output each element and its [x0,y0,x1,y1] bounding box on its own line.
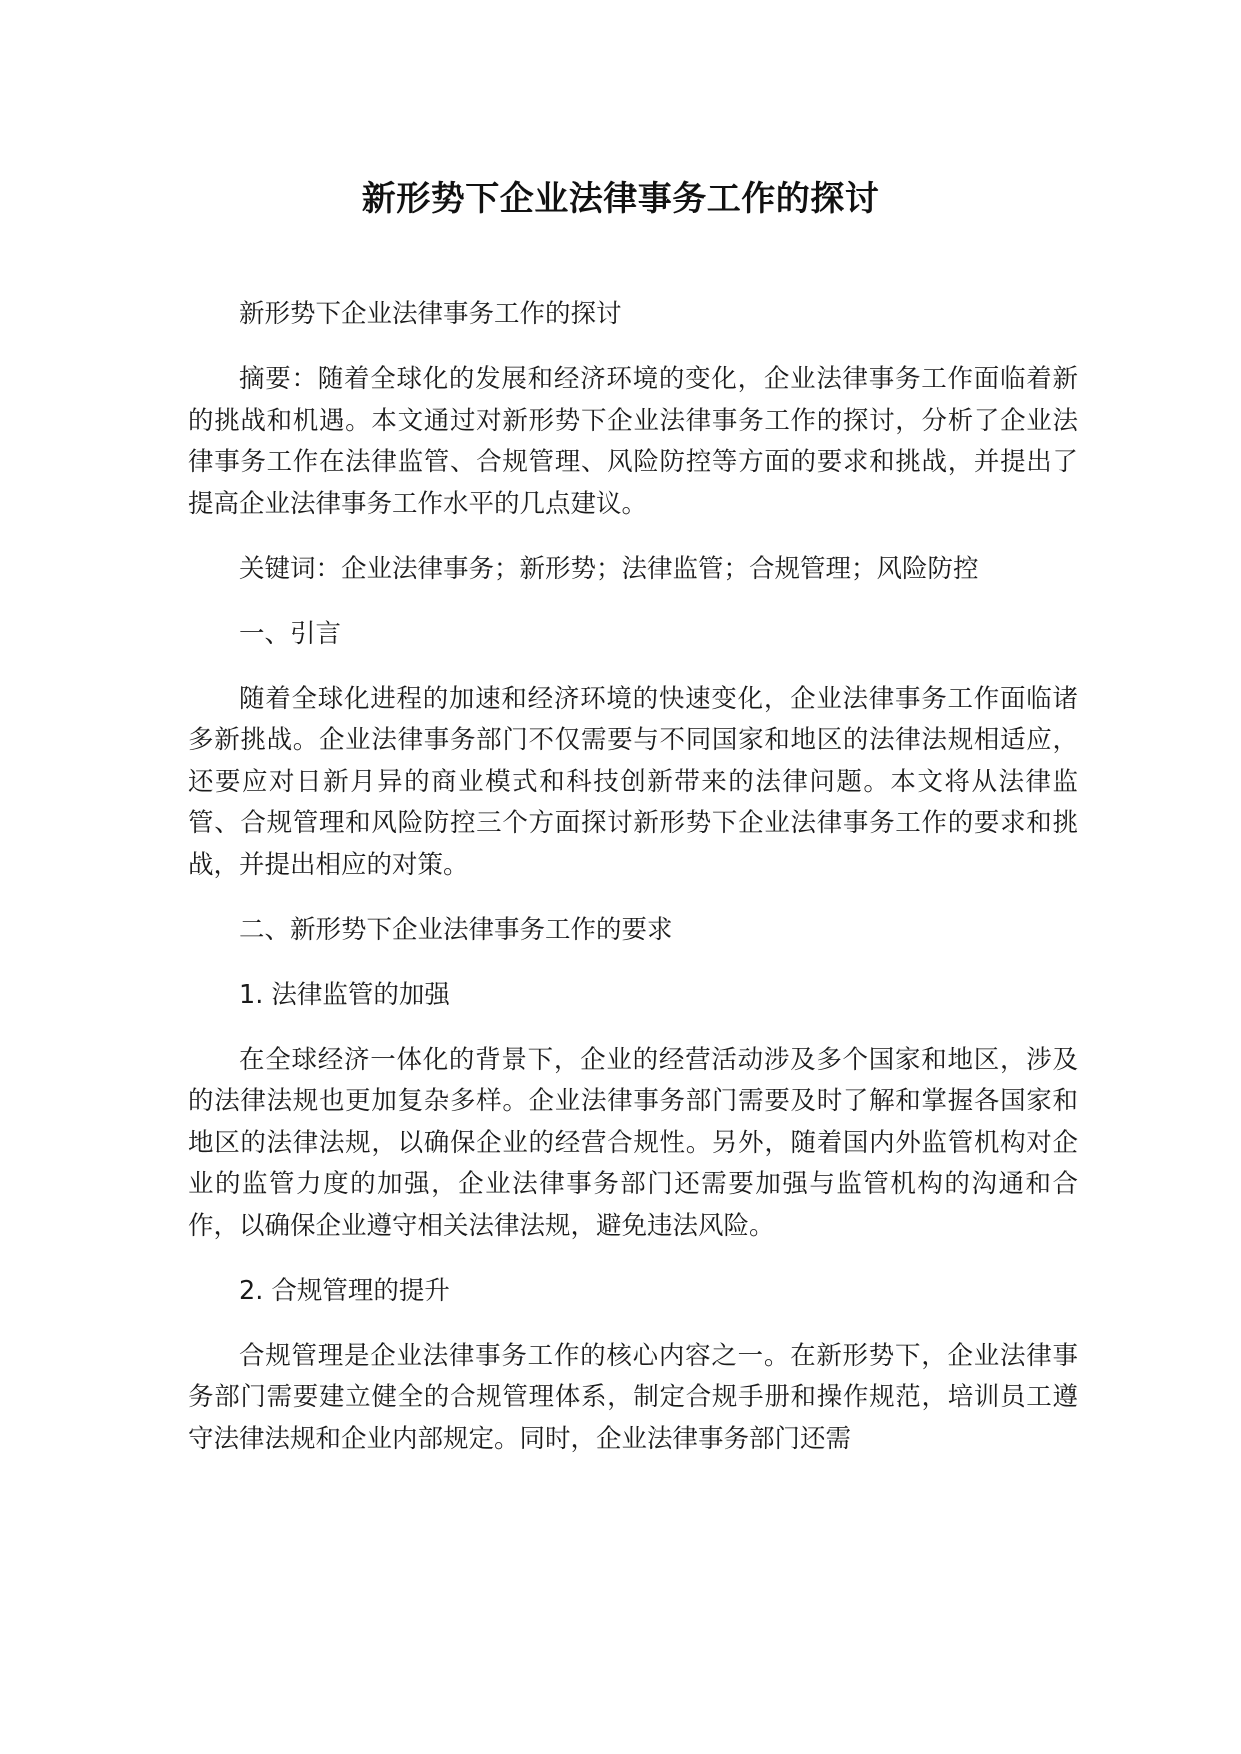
document-title: 新形势下企业法律事务工作的探讨 [361,179,880,219]
subsection-heading-compliance-management: 2. 合规管理的提升 [239,1275,450,1306]
section-heading-requirements: 二、新形势下企业法律事务工作的要求 [239,914,673,945]
section-heading-introduction: 一、引言 [239,618,342,649]
subsection-heading-legal-supervision: 1. 法律监管的加强 [239,979,450,1010]
paragraph-keywords: 关键词：企业法律事务；新形势；法律监管；合规管理；风险防控 [239,553,979,584]
document-body [188,294,1078,1484]
paragraph-repeated-title: 新形势下企业法律事务工作的探讨 [239,299,622,329]
paragraph-legal-supervision: 在全球经济一体化的背景下，企业的经营活动涉及多个国家和地区，涉及的法律法规也更加复杂多样。企业法律事务部门需要及时了解和掌握各国家和地区的法律法规，以确保企业的经营合规性。另外，随着国内外监管机构对企业的监管力度的加强，企业法律事务部门还需要加强与监管机构的沟通和合作，以确保企业遵守相关法律法规，避免违法风险。 [188,1044,1078,1241]
paragraph-abstract: 摘要：随着全球化的发展和经济环境的变化，企业法律事务工作面临着新的挑战和机遇。本文通过对新形势下企业法律事务工作的探讨，分析了企业法律事务工作在法律监管、合规管理、风险防控等方面的要求和挑战，并提出了提高企业法律事务工作水平的几点建议。 [188,364,1078,519]
paragraph-compliance-management: 合规管理是企业法律事务工作的核心内容之一。在新形势下，企业法律事务部门需要建立健全的合规管理体系，制定合规手册和操作规范，培训员工遵守法律法规和企业内部规定。同时，企业法律事务部门还需 [188,1340,1078,1454]
paragraph-introduction: 随着全球化进程的加速和经济环境的快速变化，企业法律事务工作面临诸多新挑战。企业法律事务部门不仅需要与不同国家和地区的法律法规相适应，还要应对日新月异的商业模式和科技创新带来的法律问题。本文将从法律监管、合规管理和风险防控三个方面探讨新形势下企业法律事务工作的要求和挑战，并提出相应的对策。 [188,683,1078,880]
